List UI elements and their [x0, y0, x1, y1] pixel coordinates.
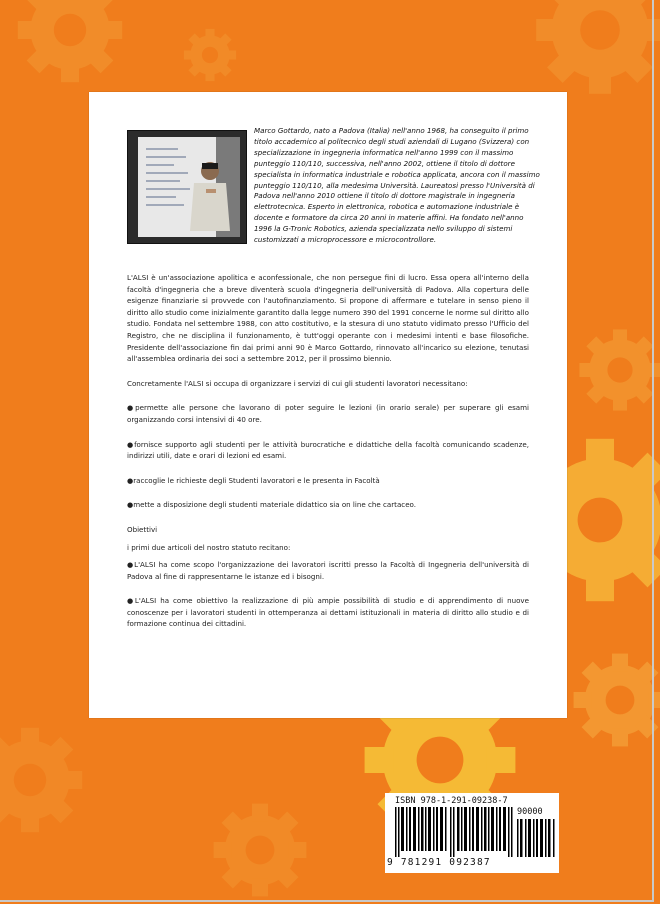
- barcode-digits: 9 781291 092387: [387, 857, 491, 868]
- price-code: 90000: [517, 807, 543, 817]
- bullet-evening-lessons: ●permette alle persone che lavorano di poter seguire le lezioni (in orario serale) per superare gli esami organizzando corsi intensivi di 40 ore.: [127, 403, 529, 424]
- gear-top-left-icon: [18, 0, 122, 82]
- paragraph-services: Concretamente l'ALSI si occupa di organizzare i servizi di cui gli studenti lavoratori necessitano:: [127, 378, 468, 388]
- bullet-support: ●fornisce supporto agli studenti per le attività burocratiche e didattiche della facoltà comunicando scadenze, indirizzi utili, date e orari di lezioni ed esami.: [127, 439, 529, 461]
- paragraph-intro: L'ALSI è un'associazione apolitica e aconfessionale, che non persegue fini di lucro. Essa opera all'interno della facoltà d'ingegneria che a breve diventerà scuola d'ingegneria dell'università di Padova. Alla copertura delle esigenze finanziarie si provvede con l'autofinanziamento. Si propone di affermare e tutelare in senso pieno il diritto allo studio come inizialmente garantito dalla legge numero 390 del 1991 concerne le norme sul diritto allo studio. Fondata nel settembre 1988, con atto costitutivo, e la stesura di uno statuto vidimato presso l'Ufficio del Registro, che ne disciplina il funzionamento, è tutt'oggi operante con i medesimi intenti e base filosofiche. Presidente dell'associazione fin dai primi anni 90 è Marco Gottardo, rinnovato all'incarico su elezione, tenutasi all'assemblea ordinaria dei soci a settembre 2012, per il prossimo biennio.: [127, 273, 529, 364]
- isbn-number: ISBN 978-1-291-09238-7: [395, 796, 508, 806]
- gear-top-right-icon: [536, 0, 660, 94]
- barcode-main-icon: [395, 807, 513, 857]
- gear-right-mid-icon: [579, 329, 660, 410]
- association-text: [127, 272, 529, 643]
- statute-intro: i primi due articoli del nostro statuto recitano:: [127, 542, 291, 552]
- isbn-barcode: [385, 793, 559, 873]
- gear-left-icon: [0, 728, 82, 832]
- author-bio: Marco Gottardo, nato a Padova (Italia) nell'anno 1968, ha conseguito il primo titolo accademico al politecnico degli studi aziendali di Lugano (Svizzera) con specializzazione in ingegneria informatica nell'anno 1999 con il massimo punteggio 110/110, successiva, nell'anno 2002, ottiene il titolo di dottore specialista in informatica industriale e robotica applicata, ancora con il massimo punteggio 110/110, alla medesima Università. Laureatosi presso l'Università di Padova nell'anno 2010 ottiene il titolo di dottore magistrale in ingegneria elettrotecnica. Esperto in elettronica, robotica e automazione industriale è docente e formatore da circa 20 anni in materie affini. Ha fondato nell'anno 1996 la G-Tronic Robotics, azienda specializzata nello sviluppo di sistemi customizzati a microprocessore e microcontrollore.: [254, 126, 540, 245]
- gear-bottom-left-icon: [214, 804, 307, 897]
- article-two: ●L'ALSI ha come obiettivo la realizzazione di più ampie possibilità di studio e di apprendimento di nuove conoscenze per i lavoratori studenti in ottemperanza ai dettami istituzionali in materia di diritto allo studio e di formazione continua dei cittadini.: [127, 596, 529, 629]
- bullet-materials: ●mette a disposizione degli studenti materiale didattico sia on line che cartaceo.: [127, 500, 417, 510]
- gear-top-small-icon: [184, 29, 236, 81]
- bullet-requests: ●raccoglie le richieste degli Studenti lavoratori e le presenta in Facoltà: [127, 475, 380, 485]
- article-one: ●L'ALSI ha come scopo l'organizzazione dei lavoratori iscritti presso la Facoltà di Ingegneria dell'università di Padova al fine di rappresentarne le istanze ed i bisogni.: [127, 560, 529, 581]
- heading-obiettivi: Obiettivi: [127, 524, 158, 534]
- barcode-addon-icon: [517, 819, 557, 857]
- gear-bottom-right-icon: [574, 654, 660, 747]
- content-panel: [89, 92, 567, 718]
- author-photo: [127, 130, 247, 244]
